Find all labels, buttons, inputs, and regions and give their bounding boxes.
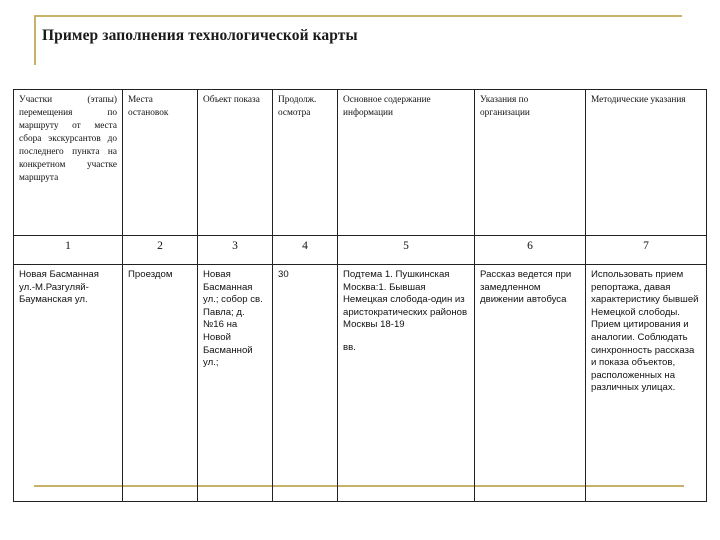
tech-card-table (13, 89, 707, 502)
header-cell-content: Основное содержание информации (338, 90, 475, 236)
header-cell-duration: Продолж. осмотра (273, 90, 338, 236)
header-cell-route-stages: Участки (этапы) перемещения по маршруту от места сбора экскурсантов до последнего пункта на конкретном участке маршрута (14, 90, 123, 236)
column-number: 5 (338, 236, 475, 265)
column-number: 1 (14, 236, 123, 265)
column-number: 6 (475, 236, 586, 265)
cell-object: Новая Басманная ул.; собор св. Павла; д. №16 на Новой Басманной ул.; (198, 265, 273, 502)
column-number: 3 (198, 236, 273, 265)
header-cell-methodical: Методические указания (586, 90, 707, 236)
cell-route-stage: Новая Басманная ул.-М.Разгуляй-Бауманская ул. (14, 265, 123, 502)
frame-line-top (34, 15, 682, 17)
header-cell-organization: Указания по организации (475, 90, 586, 236)
header-row (14, 90, 707, 236)
column-number: 7 (586, 236, 707, 265)
frame-line-left (34, 15, 36, 65)
table-row (14, 265, 707, 502)
column-number: 4 (273, 236, 338, 265)
cell-stop: Проездом (123, 265, 198, 502)
cell-methodical: Использовать прием репортажа, давая характеристику бывшей Немецкой слободы. Прием цитирования и аналогии. Соблюдать синхронность рассказа и показа объектов, расположенных на различных улицах. (586, 265, 707, 502)
cell-content-suffix: вв. (343, 341, 356, 353)
column-number: 2 (123, 236, 198, 265)
header-cell-stops: Места остановок (123, 90, 198, 236)
cell-organization: Рассказ ведется при замедленном движении автобуса (475, 265, 586, 502)
cell-content-text: Подтема 1. Пушкинская Москва:1. Бывшая Немецкая слобода-один из аристократических районов Москвы 18-19 (343, 269, 468, 331)
page-title: Пример заполнения технологической карты (42, 27, 358, 44)
cell-content (338, 265, 475, 502)
number-row (14, 236, 707, 265)
cell-duration: 30 (273, 265, 338, 502)
header-cell-object: Объект показа (198, 90, 273, 236)
